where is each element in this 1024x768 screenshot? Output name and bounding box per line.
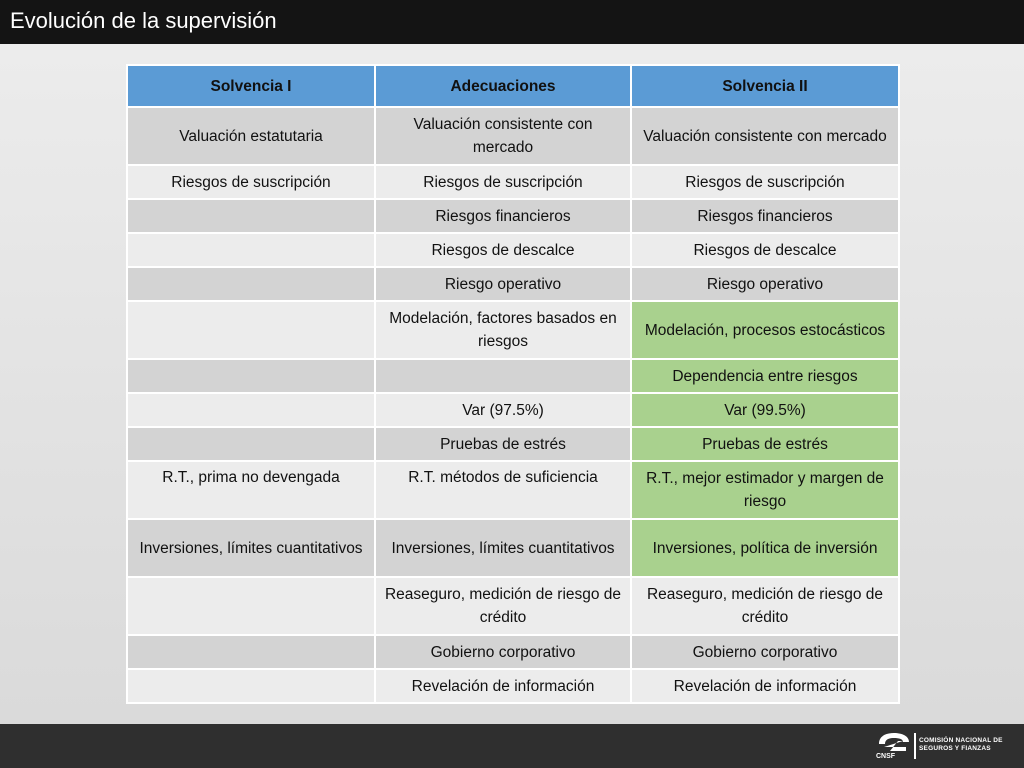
slide-title: Evolución de la supervisión	[10, 8, 277, 33]
table-cell: Riesgo operativo	[375, 267, 631, 301]
table-cell-highlighted: Pruebas de estrés	[631, 427, 899, 461]
table-row	[127, 519, 899, 577]
comparison-table-container	[126, 64, 898, 704]
table-cell: Valuación consistente con mercado	[631, 107, 899, 165]
table-row	[127, 359, 899, 393]
table-cell: Riesgos de descalce	[631, 233, 899, 267]
table-row	[127, 427, 899, 461]
table-cell: Riesgo operativo	[631, 267, 899, 301]
table-cell: Riesgos financieros	[375, 199, 631, 233]
logo-divider	[914, 733, 916, 759]
table-row	[127, 107, 899, 165]
table-cell-highlighted: R.T., mejor estimador y margen de riesgo	[631, 461, 899, 519]
table-cell	[127, 427, 375, 461]
table-cell: Inversiones, límites cuantitativos	[375, 519, 631, 577]
header-solvencia-ii: Solvencia II	[631, 65, 899, 107]
table-cell	[127, 233, 375, 267]
table-cell: Revelación de información	[375, 669, 631, 703]
table-cell: R.T. métodos de suficiencia	[375, 461, 631, 519]
table-cell: Valuación consistente con mercado	[375, 107, 631, 165]
table-cell: Pruebas de estrés	[375, 427, 631, 461]
logo-text-line1: COMISIÓN NACIONAL DE	[919, 737, 1003, 744]
table-cell	[127, 635, 375, 669]
table-cell-highlighted: Dependencia entre riesgos	[631, 359, 899, 393]
table-row	[127, 635, 899, 669]
table-row	[127, 461, 899, 519]
table-cell	[127, 301, 375, 359]
table-cell: Valuación estatutaria	[127, 107, 375, 165]
header-solvencia-i: Solvencia I	[127, 65, 375, 107]
table-cell: R.T., prima no devengada	[127, 461, 375, 519]
table-cell	[127, 199, 375, 233]
logo-text-line2: SEGUROS Y FIANZAS	[919, 745, 991, 752]
cnsf-logo	[876, 730, 1016, 762]
table-row	[127, 577, 899, 635]
table-cell: Riesgos de suscripción	[375, 165, 631, 199]
table-cell: Modelación, factores basados en riesgos	[375, 301, 631, 359]
table-cell: Riesgos financieros	[631, 199, 899, 233]
table-row	[127, 393, 899, 427]
table-cell: Riesgos de suscripción	[631, 165, 899, 199]
table-cell	[127, 359, 375, 393]
table-cell-highlighted: Var (99.5%)	[631, 393, 899, 427]
table-cell-highlighted: Inversiones, política de inversión	[631, 519, 899, 577]
table-cell: Reaseguro, medición de riesgo de crédito	[631, 577, 899, 635]
footer-bar	[0, 724, 1024, 768]
table-row	[127, 669, 899, 703]
table-header-row	[127, 65, 899, 107]
table-row	[127, 233, 899, 267]
table-cell: Gobierno corporativo	[631, 635, 899, 669]
comparison-table	[126, 64, 900, 704]
logo-abbreviation: CNSF	[876, 753, 896, 760]
header-adecuaciones: Adecuaciones	[375, 65, 631, 107]
table-cell-highlighted: Modelación, procesos estocásticos	[631, 301, 899, 359]
table-cell	[127, 393, 375, 427]
table-cell: Riesgos de descalce	[375, 233, 631, 267]
title-bar	[0, 0, 1024, 44]
table-row	[127, 301, 899, 359]
table-cell	[127, 577, 375, 635]
table-row	[127, 165, 899, 199]
table-cell	[375, 359, 631, 393]
logo-text	[919, 737, 1003, 753]
table-cell	[127, 669, 375, 703]
table-cell: Var (97.5%)	[375, 393, 631, 427]
table-cell: Revelación de información	[631, 669, 899, 703]
table-row	[127, 199, 899, 233]
table-cell: Gobierno corporativo	[375, 635, 631, 669]
table-cell: Inversiones, límites cuantitativos	[127, 519, 375, 577]
table-row	[127, 267, 899, 301]
table-cell: Reaseguro, medición de riesgo de crédito	[375, 577, 631, 635]
table-cell	[127, 267, 375, 301]
table-cell: Riesgos de suscripción	[127, 165, 375, 199]
